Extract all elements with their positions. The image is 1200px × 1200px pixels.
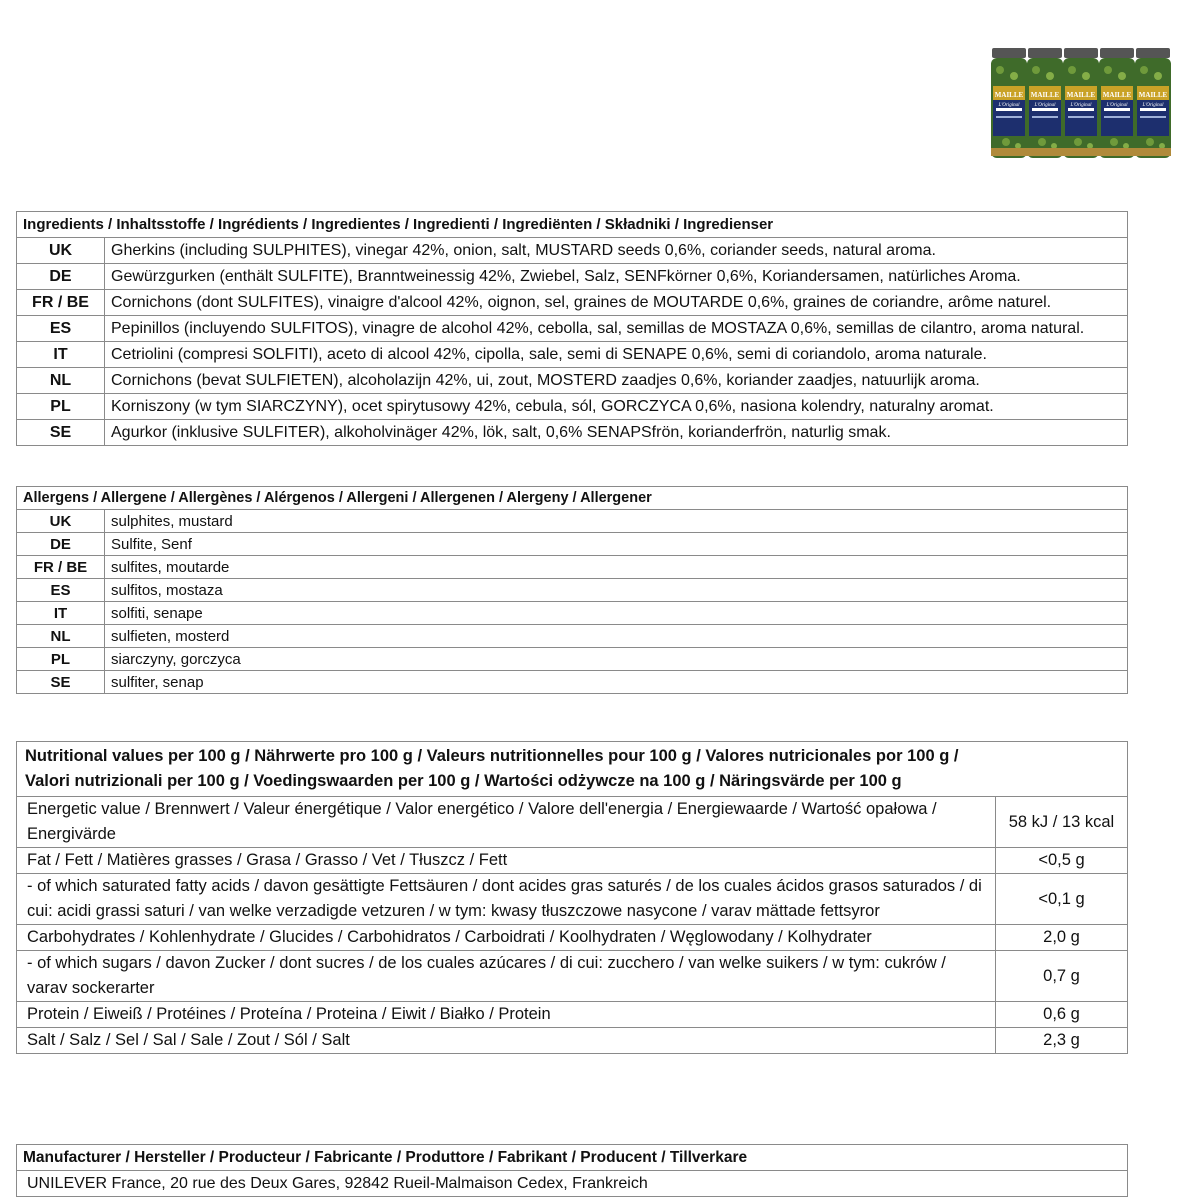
nutrient-value: 0,6 g bbox=[995, 1002, 1127, 1028]
country-code: PL bbox=[17, 648, 105, 671]
product-label-text: L'Original bbox=[1142, 103, 1164, 108]
nutrition-header-line-1: Nutritional values per 100 g / Nährwerte pro 100 g / Valeurs nutritionnelles pour 100 g / Valores nutricionales por 100 g / bbox=[25, 747, 959, 765]
table-row bbox=[17, 342, 1128, 368]
brand-logo-text: MAILLE bbox=[1066, 91, 1096, 99]
country-code: SE bbox=[17, 671, 105, 694]
manufacturer-header-row bbox=[17, 1145, 1128, 1171]
country-code: SE bbox=[17, 420, 105, 446]
nutrient-value: <0,5 g bbox=[995, 848, 1127, 874]
nutrient-value: 2,0 g bbox=[995, 925, 1127, 951]
table-row bbox=[17, 797, 1128, 848]
nutrient-label: - of which saturated fatty acids / davon gesättigte Fettsäuren / dont acides gras saturés / de los cuales ácidos grasos saturados / di cui: acidi grassi saturi / van welke verzadigde vetzuren / w tym: kwasy tłuszczowe nasycone / varav mättade fettsyror bbox=[17, 874, 996, 925]
nutrient-value: 58 kJ / 13 kcal bbox=[995, 797, 1127, 848]
nutrition-table bbox=[16, 741, 1128, 1054]
product-image-maille-jars bbox=[988, 46, 1196, 162]
table-row bbox=[17, 648, 1128, 671]
table-row bbox=[17, 848, 1128, 874]
country-code: NL bbox=[17, 625, 105, 648]
manufacturer-table bbox=[16, 1144, 1128, 1197]
table-row bbox=[17, 368, 1128, 394]
table-row bbox=[17, 556, 1128, 579]
nutrition-header-line-2: Valori nutrizionali per 100 g / Voedingswaarden per 100 g / Wartości odżywcze na 100 g / Näringsvärde per 100 g bbox=[25, 772, 902, 790]
nutrient-label: Fat / Fett / Matières grasses / Grasa / Grasso / Vet / Tłuszcz / Fett bbox=[17, 848, 996, 874]
pickle-jar bbox=[1132, 46, 1174, 160]
country-code: PL bbox=[17, 394, 105, 420]
table-row bbox=[17, 925, 1128, 951]
manufacturer-address: UNILEVER France, 20 rue des Deux Gares, 92842 Rueil-Malmaison Cedex, Frankreich bbox=[17, 1171, 1128, 1197]
nutrient-value: 2,3 g bbox=[995, 1028, 1127, 1054]
nutrient-label: Carbohydrates / Kohlenhydrate / Glucides / Carbohidratos / Carboidrati / Koolhydraten / Węglowodany / Kolhydrater bbox=[17, 925, 996, 951]
table-row bbox=[17, 579, 1128, 602]
table-row bbox=[17, 951, 1128, 1002]
ingredients-text: Pepinillos (incluyendo SULFITOS), vinagre de alcohol 42%, cebolla, sal, semillas de MOSTAZA 0,6%, semillas de cilantro, aroma natural. bbox=[105, 316, 1128, 342]
manufacturer-header: Manufacturer / Hersteller / Producteur / Fabricante / Produttore / Fabrikant / Producent / Tillverkare bbox=[17, 1145, 1128, 1171]
country-code: FR / BE bbox=[17, 290, 105, 316]
nutrition-header-row bbox=[17, 742, 1128, 797]
country-code: ES bbox=[17, 316, 105, 342]
nutrient-value: <0,1 g bbox=[995, 874, 1127, 925]
table-row bbox=[17, 290, 1128, 316]
brand-logo-text: MAILLE bbox=[1138, 91, 1168, 99]
country-code: UK bbox=[17, 510, 105, 533]
allergens-text: Sulfite, Senf bbox=[105, 533, 1128, 556]
product-label-text: L'Original bbox=[1034, 103, 1056, 108]
country-code: UK bbox=[17, 238, 105, 264]
ingredients-header-row bbox=[17, 212, 1128, 238]
ingredients-text: Gewürzgurken (enthält SULFITE), Branntweinessig 42%, Zwiebel, Salz, SENFkörner 0,6%, Koriandersamen, natürliches Aroma. bbox=[105, 264, 1128, 290]
allergens-text: siarczyny, gorczyca bbox=[105, 648, 1128, 671]
table-row bbox=[17, 671, 1128, 694]
table-row bbox=[17, 316, 1128, 342]
table-row bbox=[17, 238, 1128, 264]
table-row bbox=[17, 625, 1128, 648]
nutrition-header bbox=[17, 742, 1128, 797]
allergens-header-row bbox=[17, 487, 1128, 510]
ingredients-table bbox=[16, 211, 1128, 446]
country-code: DE bbox=[17, 264, 105, 290]
allergens-text: sulphites, mustard bbox=[105, 510, 1128, 533]
nutrient-value: 0,7 g bbox=[995, 951, 1127, 1002]
product-label-text: L'Original bbox=[998, 103, 1020, 108]
country-code: NL bbox=[17, 368, 105, 394]
brand-logo-text: MAILLE bbox=[1030, 91, 1060, 99]
allergens-text: sulfitos, mostaza bbox=[105, 579, 1128, 602]
nutrient-label: Salt / Salz / Sel / Sal / Sale / Zout / Sól / Salt bbox=[17, 1028, 996, 1054]
ingredients-text: Korniszony (w tym SIARCZYNY), ocet spirytusowy 42%, cebula, sól, GORCZYCA 0,6%, nasiona kolendry, naturalny aromat. bbox=[105, 394, 1128, 420]
table-row bbox=[17, 874, 1128, 925]
table-row bbox=[17, 533, 1128, 556]
allergens-text: sulfieten, mosterd bbox=[105, 625, 1128, 648]
ingredients-text: Gherkins (including SULPHITES), vinegar 42%, onion, salt, MUSTARD seeds 0,6%, coriander seeds, natural aroma. bbox=[105, 238, 1128, 264]
product-label-text: L'Original bbox=[1106, 103, 1128, 108]
brand-logo-text: MAILLE bbox=[994, 91, 1024, 99]
country-code: DE bbox=[17, 533, 105, 556]
table-row bbox=[17, 264, 1128, 290]
country-code: ES bbox=[17, 579, 105, 602]
table-row bbox=[17, 420, 1128, 446]
allergens-text: sulfiter, senap bbox=[105, 671, 1128, 694]
ingredients-text: Cornichons (bevat SULFIETEN), alcoholazijn 42%, ui, zout, MOSTERD zaadjes 0,6%, koriander zaadjes, natuurlijk aroma. bbox=[105, 368, 1128, 394]
nutrient-label: Energetic value / Brennwert / Valeur énergétique / Valor energético / Valore dell'energia / Energiewaarde / Wartość opałowa / Energivärde bbox=[17, 797, 996, 848]
table-row bbox=[17, 1028, 1128, 1054]
table-row bbox=[17, 510, 1128, 533]
ingredients-text: Agurkor (inklusive SULFITER), alkoholvinäger 42%, lök, salt, 0,6% SENAPSfrön, korianderfrön, naturlig smak. bbox=[105, 420, 1128, 446]
allergens-table bbox=[16, 486, 1128, 694]
table-row bbox=[17, 602, 1128, 625]
table-row bbox=[17, 394, 1128, 420]
country-code: IT bbox=[17, 602, 105, 625]
ingredients-header: Ingredients / Inhaltsstoffe / Ingrédients / Ingredientes / Ingredienti / Ingrediënten / Składniki / Ingredienser bbox=[17, 212, 1128, 238]
country-code: FR / BE bbox=[17, 556, 105, 579]
country-code: IT bbox=[17, 342, 105, 368]
allergens-text: sulfites, moutarde bbox=[105, 556, 1128, 579]
allergens-header: Allergens / Allergene / Allergènes / Alérgenos / Allergeni / Allergenen / Alergeny / Allergener bbox=[17, 487, 1128, 510]
manufacturer-row bbox=[17, 1171, 1128, 1197]
product-label-text: L'Original bbox=[1070, 103, 1092, 108]
table-row bbox=[17, 1002, 1128, 1028]
ingredients-text: Cornichons (dont SULFITES), vinaigre d'alcool 42%, oignon, sel, graines de MOUTARDE 0,6%, graines de coriandre, arôme naturel. bbox=[105, 290, 1128, 316]
nutrient-label: Protein / Eiweiß / Protéines / Proteína / Proteina / Eiwit / Białko / Protein bbox=[17, 1002, 996, 1028]
ingredients-text: Cetriolini (compresi SOLFITI), aceto di alcool 42%, cipolla, sale, semi di SENAPE 0,6%, semi di coriandolo, aroma naturale. bbox=[105, 342, 1128, 368]
brand-logo-text: MAILLE bbox=[1102, 91, 1132, 99]
allergens-text: solfiti, senape bbox=[105, 602, 1128, 625]
nutrient-label: - of which sugars / davon Zucker / dont sucres / de los cuales azúcares / di cui: zucchero / van welke suikers / w tym: cukrów / varav sockerarter bbox=[17, 951, 996, 1002]
